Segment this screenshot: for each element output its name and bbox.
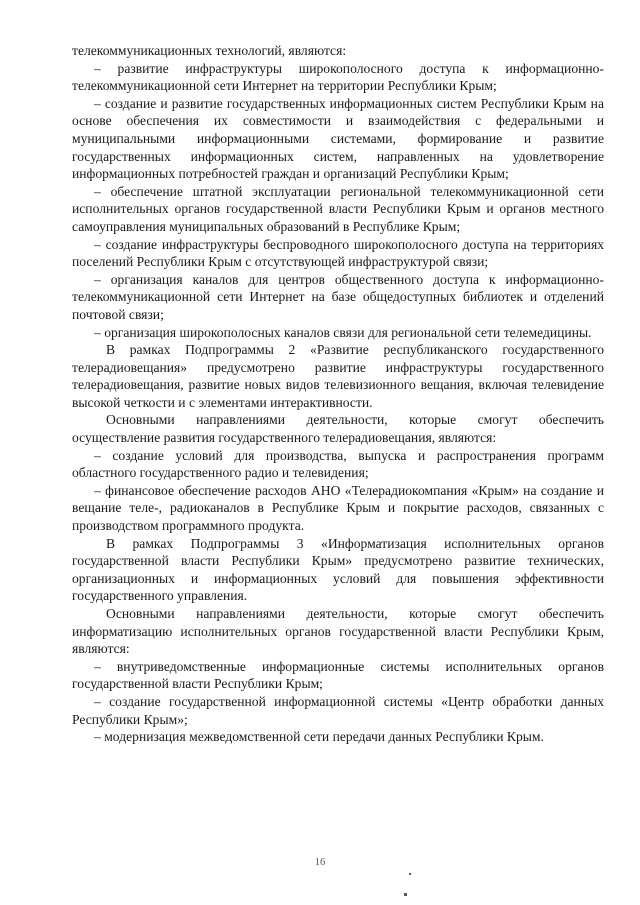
bullet-internal-systems: – внутриведомственные информационные системы исполнительных органов государственной власти Республики Крым; [72, 658, 604, 692]
paragraph-intro: телекоммуникационных технологий, являются: [72, 43, 347, 58]
bullet-state-info-systems: – создание и развитие государственных информационных систем Республики Крым на основе обеспечения их совместимости и взаимодействия с федеральными и муниципальными информационными системами, формирование и развитие государственных информационных систем, направленных на удовлетворение информационных потребностей граждан и организаций Республики Крым; [72, 95, 604, 182]
bullet-wireless-access: – создание инфраструктуры беспроводного широкополосного доступа на территориях поселений Республики Крым с отсутствующей инфраструктурой связи; [72, 236, 604, 270]
bullet-telecom-network: – обеспечение штатной эксплуатации региональной телекоммуникационной сети исполнительных органов государственной власти Республики Крым и органов местного самоуправления муниципальных образований в Республике Крым; [72, 183, 604, 234]
page-number: 16 [314, 857, 326, 868]
paragraph-subprogram-2: В рамках Подпрограммы 2 «Развитие республиканского государственного телерадиовещания» предусмотрено развитие инфраструктуры государственного телерадиовещания, развитие новых видов телевизионного вещания, включая телевидение высокой четкости и с элементами интерактивности. [72, 342, 604, 410]
paragraph-directions-broadcasting: Основными направлениями деятельности, которые смогут обеспечить осуществление развития государственного телерадиовещания, являются: [72, 412, 604, 446]
bullet-broadband-infrastructure: – развитие инфраструктуры широкополосного доступа к информационно-телекоммуникационной сети Интернет на территории Республики Крым; [72, 60, 604, 94]
bullet-network-modernization: – модернизация межведомственной сети передачи данных Республики Крым. [94, 729, 544, 745]
scan-speck [409, 873, 411, 875]
bullet-financing: – финансовое обеспечение расходов АНО «Телерадиокомпания «Крым» на создание и вещание теле-, радиоканалов в Республике Крым и покрытие расходов, связанных с производством программного продукта. [72, 482, 604, 534]
bullet-telemedicine: – организация широкополосных каналов связи для региональной сети телемедицины. [94, 324, 592, 340]
bullet-data-center: – создание государственной информационной системы «Центр обработки данных Республики Крым»; [72, 693, 604, 727]
bullet-public-access-channels: – организация каналов для центров общественного доступа к информационно-телекоммуникационной сети Интернет на базе общедоступных библиотек и отделений почтовой связи; [72, 271, 604, 322]
scan-speck [404, 893, 407, 896]
bullet-broadcast-conditions: – создание условий для производства, выпуска и распространения программ областного государственного радио и телевидения; [72, 447, 604, 481]
paragraph-directions-informatization: Основными направлениями деятельности, которые смогут обеспечить информатизацию исполнительных органов государственной власти Республики Крым, являются: [72, 606, 604, 657]
paragraph-subprogram-3: В рамках Подпрограммы 3 «Информатизация исполнительных органов государственной власти Республики Крым» предусмотрено развитие технических, организационных и информационных условий для повышения эффективности государственного управления. [72, 535, 604, 604]
